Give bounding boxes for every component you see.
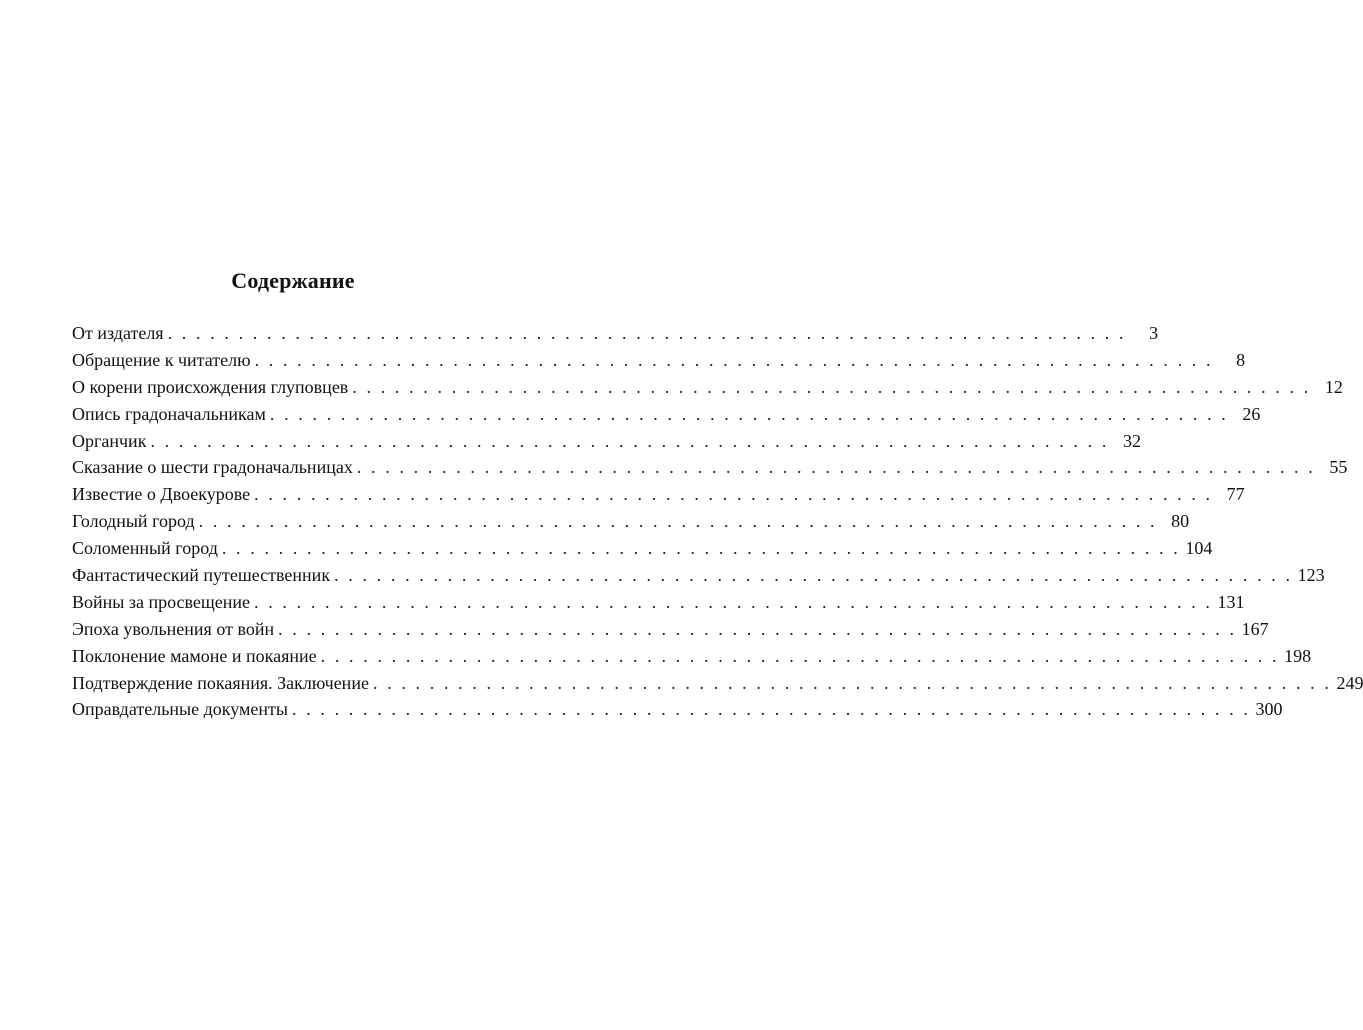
toc-entry-page: 12: [1324, 376, 1343, 397]
toc-entry-page: 123: [1297, 565, 1325, 586]
toc-entry-title: Голодный город: [72, 511, 195, 532]
toc-entry-page: 167: [1241, 618, 1269, 639]
toc-entry-title: Фантастический путешественник: [72, 565, 331, 586]
toc-entry[interactable]: [72, 535, 1213, 562]
toc-entry[interactable]: [72, 643, 1312, 670]
page-title: Содержание: [231, 268, 355, 293]
toc-entry-title: О корени происхождения глуповцев: [72, 376, 349, 397]
toc-entry-page: 32: [1122, 430, 1141, 451]
toc-entry-title: Подтверждение покаяния. Заключение: [72, 672, 369, 693]
toc-entry[interactable]: [72, 696, 1283, 723]
dot-leader: . . . . . . . . . . . . . . . . . . . . . . . . . . . . . . . . . . . . . . . . . . . . . . . . . . . . . . . . . . . . . . . . . . . .: [292, 699, 1251, 720]
dot-leader: . . . . . . . . . . . . . . . . . . . . . . . . . . . . . . . . . . . . . . . . . . . . . . . . . . . . . . . . . . . . . . . . . . . .: [356, 457, 1316, 478]
toc-entry[interactable]: [72, 616, 1269, 643]
toc-entry-title: От издателя: [72, 323, 164, 343]
toc-entry[interactable]: [72, 670, 1363, 697]
dot-leader: . . . . . . . . . . . . . . . . . . . . . . . . . . . . . . . . . . . . . . . . . . . . . . . . . . . . . . . . . . . . . . . . . . . .: [352, 376, 1311, 397]
toc-entry-page: 198: [1284, 645, 1312, 666]
toc-entry-title: Органчик: [72, 430, 147, 451]
toc-entry-title: Сказание о шести градоначальницах: [72, 457, 353, 478]
toc-entry-page: 8: [1236, 349, 1246, 370]
dot-leader: . . . . . . . . . . . . . . . . . . . . . . . . . . . . . . . . . . . . . . . . . . . . . . . . . . . . . . . . . . . . . . . . . . . .: [254, 349, 1214, 370]
toc-entry-page: 104: [1185, 538, 1213, 559]
toc-entry[interactable]: [72, 347, 1246, 374]
toc-entry-page: 249: [1336, 672, 1363, 693]
dot-leader: . . . . . . . . . . . . . . . . . . . . . . . . . . . . . . . . . . . . . . . . . . . . . . . . . . . . . . . . . . . . . . . . . . . .: [372, 672, 1332, 693]
dot-leader: . . . . . . . . . . . . . . . . . . . . . . . . . . . . . . . . . . . . . . . . . . . . . . . . . . . . . . . . . . . . . . . . . . . .: [167, 323, 1127, 343]
toc-entry-title: Соломенный город: [72, 538, 218, 559]
toc-entry[interactable]: [72, 401, 1261, 428]
toc-entry-page: 131: [1217, 591, 1245, 612]
toc-entry-page: 26: [1242, 403, 1261, 424]
toc-entry-page: 77: [1226, 484, 1245, 505]
dot-leader: . . . . . . . . . . . . . . . . . . . . . . . . . . . . . . . . . . . . . . . . . . . . . . . . . . . . . . . . . . . . . . . . . . . .: [198, 511, 1158, 532]
toc-entry-title: Поклонение мамоне и покаяние: [72, 645, 317, 666]
toc-entry-title: Опись градоначальникам: [72, 403, 266, 424]
toc-entry[interactable]: [72, 428, 1141, 455]
toc-entry-page: 80: [1171, 511, 1190, 532]
toc-entry-title: Оправдательные документы: [72, 699, 288, 720]
toc-entry[interactable]: [72, 481, 1245, 508]
toc-entry-title: Известие о Двоекурове: [72, 484, 251, 505]
toc-entry[interactable]: [72, 562, 1325, 589]
dot-leader: . . . . . . . . . . . . . . . . . . . . . . . . . . . . . . . . . . . . . . . . . . . . . . . . . . . . . . . . . . . . . . . . . . . .: [269, 403, 1229, 424]
dot-leader: . . . . . . . . . . . . . . . . . . . . . . . . . . . . . . . . . . . . . . . . . . . . . . . . . . . . . . . . . . . . . . . . . . . .: [334, 565, 1293, 586]
dot-leader: . . . . . . . . . . . . . . . . . . . . . . . . . . . . . . . . . . . . . . . . . . . . . . . . . . . . . . . . . . . . . . . . . . . .: [254, 484, 1213, 505]
toc-entry-title: Эпоха увольнения от войн: [72, 618, 275, 639]
dot-leader: . . . . . . . . . . . . . . . . . . . . . . . . . . . . . . . . . . . . . . . . . . . . . . . . . . . . . . . . . . . . . . . . . . . .: [254, 591, 1213, 612]
dot-leader: . . . . . . . . . . . . . . . . . . . . . . . . . . . . . . . . . . . . . . . . . . . . . . . . . . . . . . . . . . . . . . . . . . . .: [278, 618, 1237, 639]
toc-entry-title: Обращение к читателю: [72, 349, 251, 370]
toc-entry[interactable]: [72, 320, 1159, 347]
table-of-contents: [72, 320, 1363, 723]
toc-entry[interactable]: [72, 508, 1190, 535]
dot-leader: . . . . . . . . . . . . . . . . . . . . . . . . . . . . . . . . . . . . . . . . . . . . . . . . . . . . . . . . . . . . . . . . . . . .: [150, 430, 1109, 451]
toc-entry-page: 300: [1255, 699, 1283, 720]
toc-entry-title: Войны за просвещение: [72, 591, 251, 612]
toc-entry[interactable]: [72, 589, 1245, 616]
toc-entry-page: 55: [1329, 457, 1348, 478]
toc-entry[interactable]: [72, 374, 1343, 401]
toc-entry[interactable]: [72, 454, 1348, 481]
toc-entry-page: 3: [1149, 323, 1159, 343]
dot-leader: . . . . . . . . . . . . . . . . . . . . . . . . . . . . . . . . . . . . . . . . . . . . . . . . . . . . . . . . . . . . . . . . . . . .: [221, 538, 1181, 559]
dot-leader: . . . . . . . . . . . . . . . . . . . . . . . . . . . . . . . . . . . . . . . . . . . . . . . . . . . . . . . . . . . . . . . . . . . .: [320, 645, 1280, 666]
